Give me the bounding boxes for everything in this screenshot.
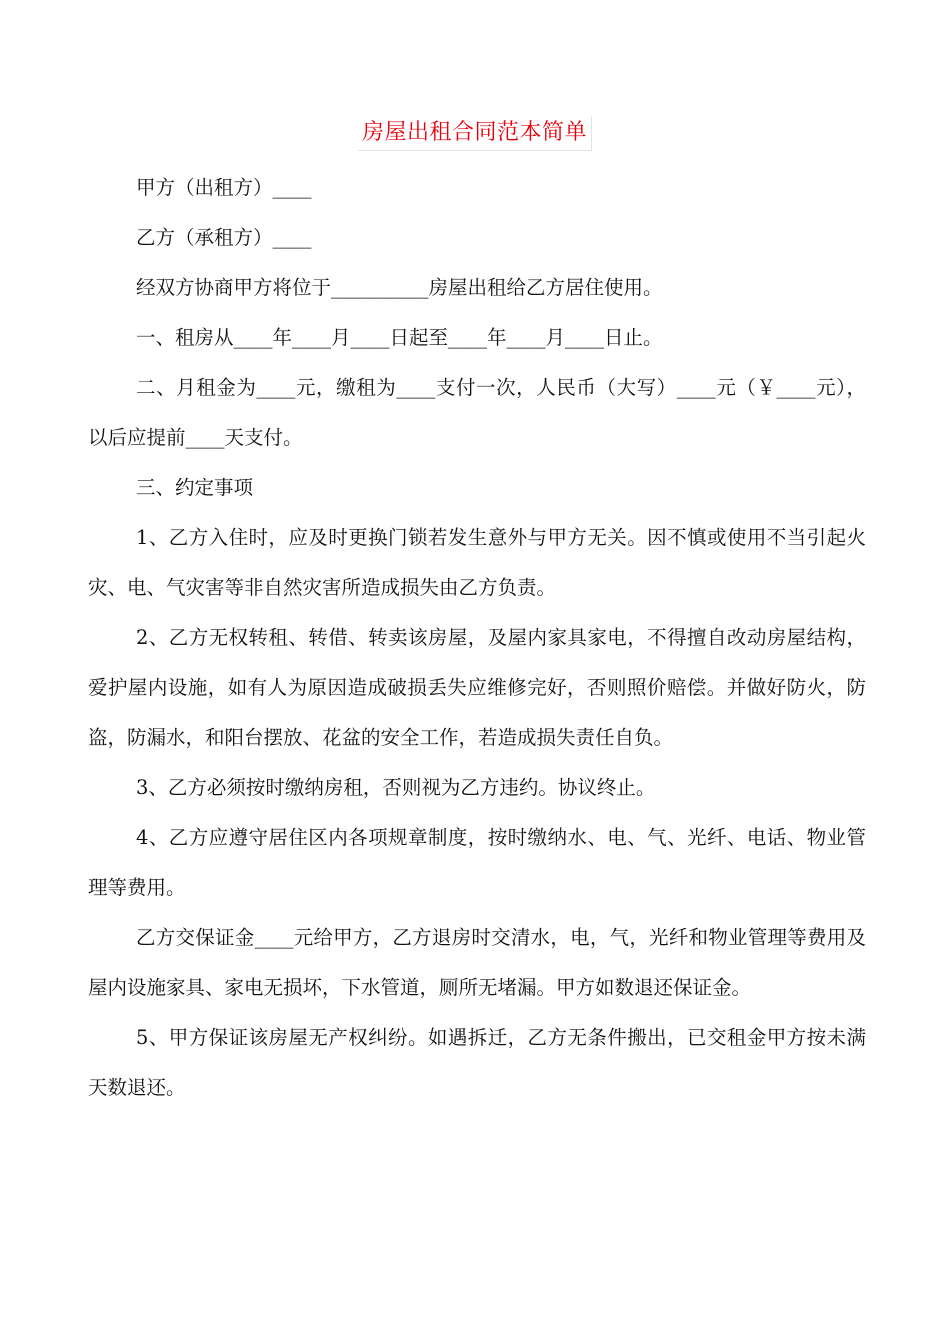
party-a-line: 甲方（出租方）____ [136,176,312,199]
clause-5: 5、甲方保证该房屋无产权纠纷。如遇拆迁，乙方无条件搬出，已交租金甲方按未满天数退还。 [88,1026,866,1099]
document-title: 房屋出租合同范本简单 [358,116,592,151]
clause-4: 4、乙方应遵守居住区内各项规章制度，按时缴纳水、电、气、光纤、电话、物业管理等费用。 [88,826,866,899]
clause-1: 1、乙方入住时，应及时更换门锁若发生意外与甲方无关。因不慎或使用不当引起火灾、电、气灾害等非自然灾害所造成损失由乙方负责。 [88,526,866,599]
clause-3: 3、乙方必须按时缴纳房租，否则视为乙方违约。协议终止。 [136,776,656,799]
clause-2: 2、乙方无权转租、转借、转卖该房屋，及屋内家具家电，不得擅自改动房屋结构，爱护屋内设施，如有人为原因造成破损丢失应维修完好，否则照价赔偿。并做好防火，防盗，防漏水，和阳台摆放、花盆的安全工作，若造成损失责任自负。 [88,626,866,749]
deposit-paragraph: 乙方交保证金____元给甲方，乙方退房时交清水，电，气，光纤和物业管理等费用及屋内设施家具、家电无损坏，下水管道，厕所无堵漏。甲方如数退还保证金。 [88,926,866,999]
rent-paragraph: 二、月租金为____元，缴租为____支付一次，人民币（大写）____元（￥____元），以后应提前____天支付。 [88,376,866,449]
lease-term-paragraph: 一、租房从____年____月____日起至____年____月____日止。 [136,326,663,349]
agreed-terms-heading: 三、约定事项 [136,476,254,499]
party-b-line: 乙方（承租方）____ [136,226,312,249]
document-body [88,163,866,1113]
property-location-paragraph: 经双方协商甲方将位于__________房屋出租给乙方居住使用。 [136,276,663,299]
title-container [0,116,950,151]
